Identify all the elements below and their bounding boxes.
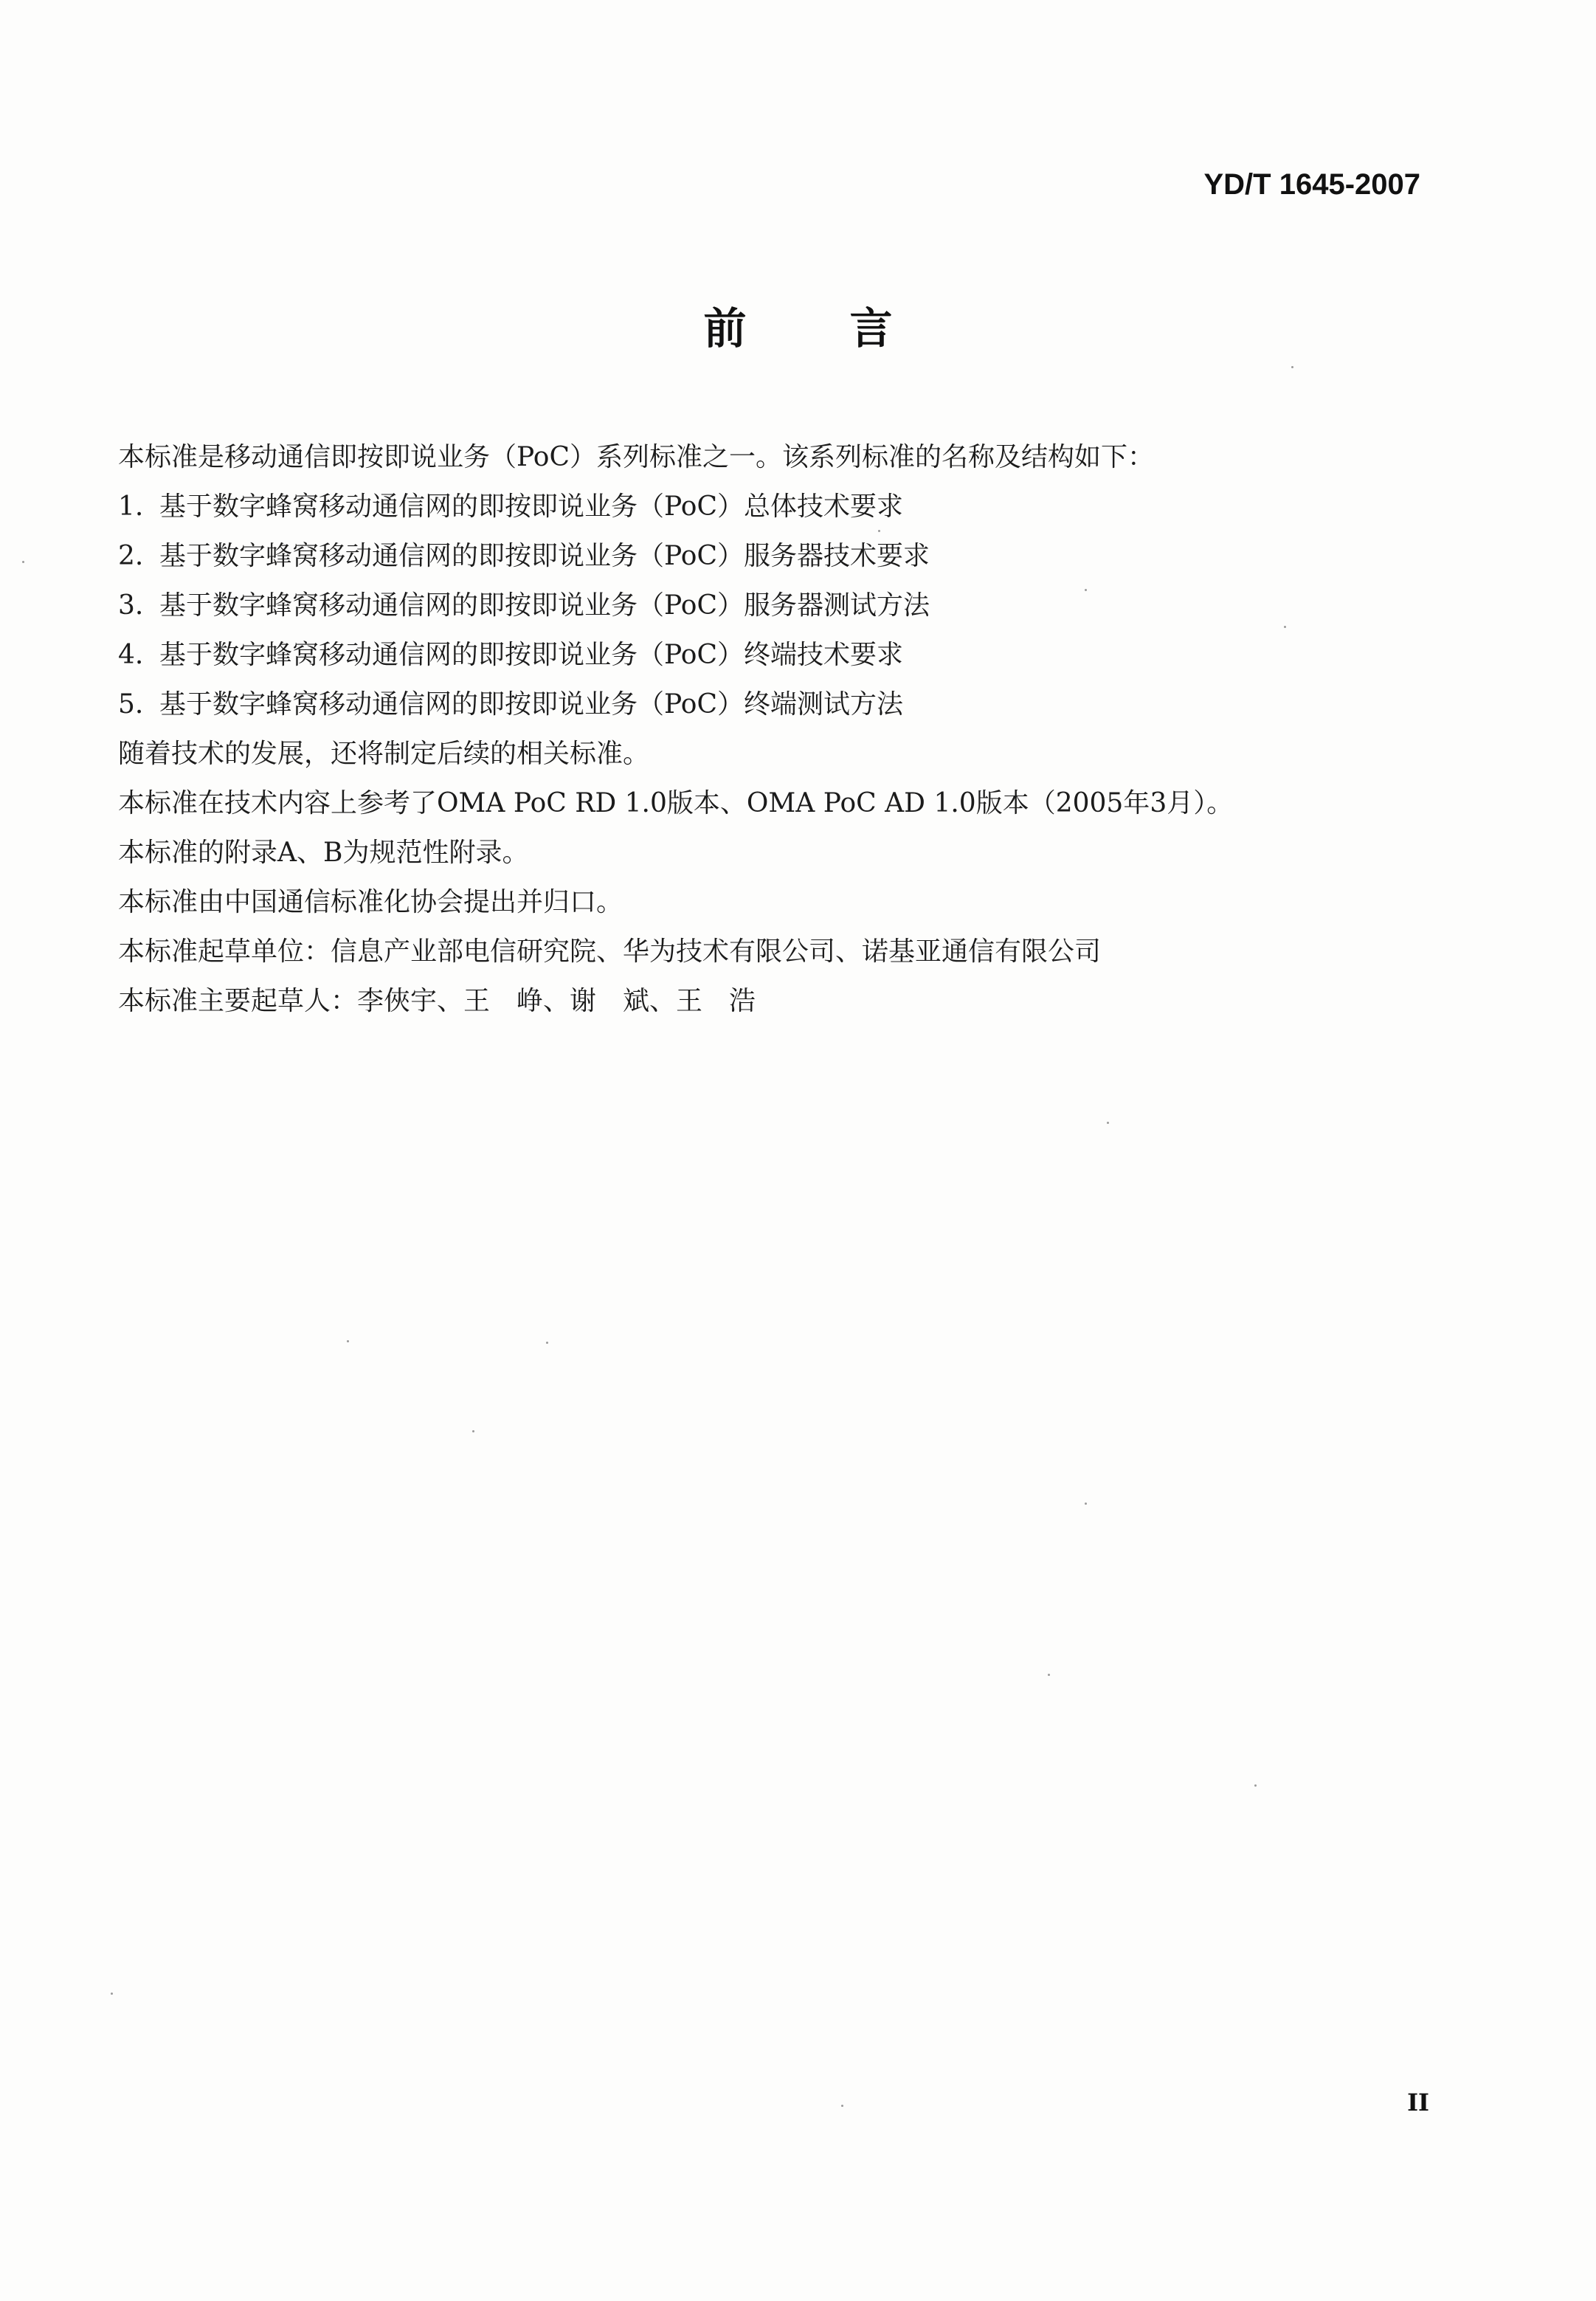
scan-speck [1107,1122,1109,1124]
development-paragraph: 随着技术的发展，还将制定后续的相关标准。 [118,739,650,769]
list-item-number: 4. [118,640,144,670]
scan-speck [472,1430,474,1432]
page-number: II [1407,2088,1429,2117]
scan-speck [347,1340,349,1342]
scan-speck [546,1342,548,1344]
list-item [118,680,1490,729]
intro-paragraph: 本标准是移动通信即按即说业务（PoC）系列标准之一。该系列标准的名称及结构如下： [118,442,1154,472]
list-item-text: 基于数字蜂窝移动通信网的即按即说业务（PoC）服务器技术要求 [159,541,930,571]
list-item-text: 基于数字蜂窝移动通信网的即按即说业务（PoC）终端测试方法 [159,689,903,720]
scan-speck [878,530,880,532]
foreword-body [118,432,1490,1026]
proposer-paragraph: 本标准由中国通信标准化协会提出并归口。 [118,887,623,917]
list-item-number: 3. [118,590,144,621]
scan-speck [1284,626,1286,628]
scan-speck [1085,1503,1087,1505]
reference-paragraph: 本标准在技术内容上参考了OMA PoC RD 1.0版本、OMA PoC AD 1.0版本（2005年3月）。 [118,788,1234,818]
list-item-text: 基于数字蜂窝移动通信网的即按即说业务（PoC）服务器测试方法 [159,590,930,621]
list-item [118,581,1490,630]
list-item-text: 基于数字蜂窝移动通信网的即按即说业务（PoC）总体技术要求 [159,491,903,522]
page-title: 前言 [703,303,996,353]
scan-speck [1291,366,1293,368]
scan-speck [22,561,24,563]
list-item-number: 5. [118,689,144,720]
drafters-paragraph: 本标准主要起草人：李俠宇、王 峥、谢 斌、王 浩 [118,986,756,1016]
drafting-units-paragraph: 本标准起草单位：信息产业部电信研究院、华为技术有限公司、诺基亚通信有限公司 [118,936,1102,967]
scan-speck [111,1993,113,1995]
list-item-number: 1. [118,491,144,522]
scan-speck [841,2105,843,2107]
list-item [118,482,1490,531]
appendix-paragraph: 本标准的附录A、B为规范性附录。 [118,838,529,868]
scan-speck [1048,1674,1050,1676]
list-item-text: 基于数字蜂窝移动通信网的即按即说业务（PoC）终端技术要求 [159,640,903,670]
list-item [118,630,1490,680]
document-code: YD/T 1645-2007 [1203,168,1420,201]
scan-speck [1085,589,1087,591]
scan-speck [1254,1784,1257,1787]
list-item [118,531,1490,581]
list-item-number: 2. [118,541,144,571]
